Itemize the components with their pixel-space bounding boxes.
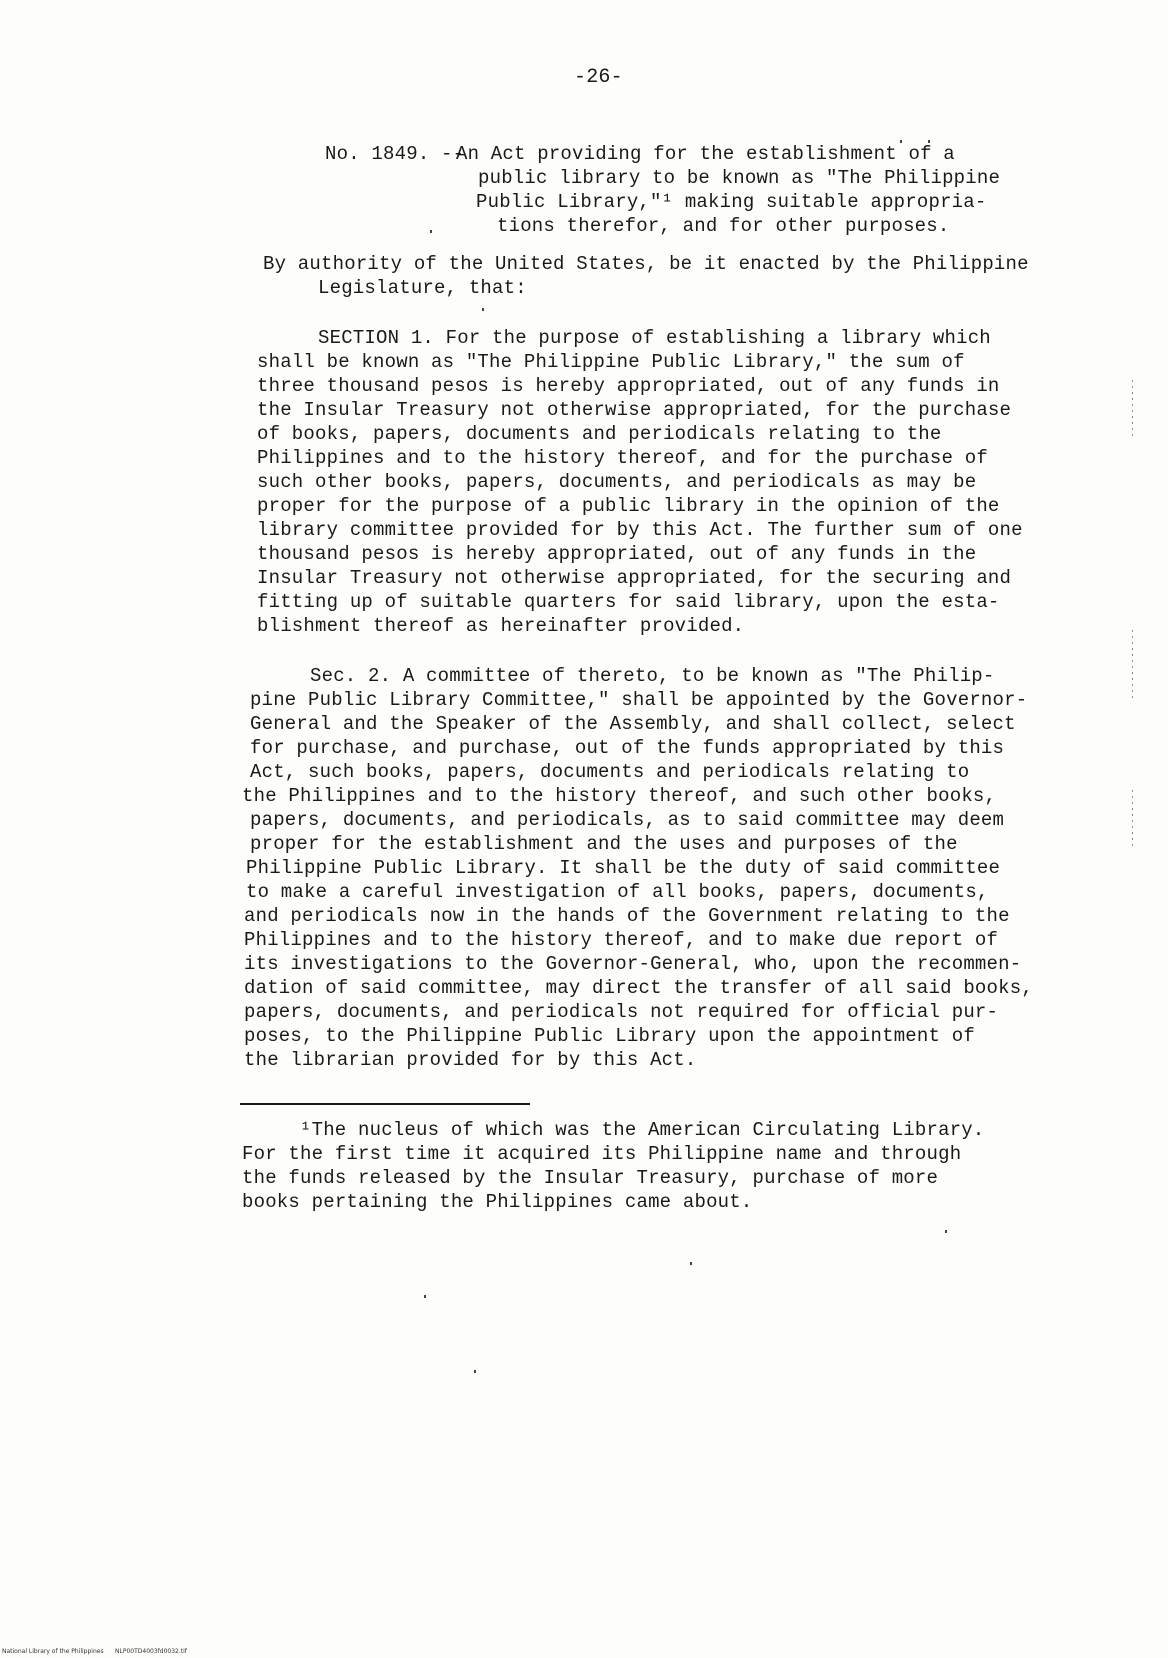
scan-speck <box>482 308 484 311</box>
scan-footer <box>2 1648 187 1655</box>
section-1-line: blishment thereof as hereinafter provided. <box>257 615 745 637</box>
footnote-divider <box>240 1103 530 1105</box>
act-title-line: An Act providing for the establishment of a <box>456 143 955 165</box>
scan-speck <box>900 140 902 143</box>
scan-speck <box>928 140 930 143</box>
footer-file: NLP00TD4003fd0032.tif <box>115 1648 187 1655</box>
section-1-line: three thousand pesos is hereby appropriated, out of any funds in <box>257 375 1000 397</box>
scan-speck <box>690 1262 692 1265</box>
section-2-line: its investigations to the Governor-General, who, upon the recommen- <box>244 953 1022 975</box>
section-2-line: papers, documents, and periodicals, as to said committee may deem <box>250 809 1005 831</box>
enacting-clause-line: Legislature, that: <box>318 277 527 299</box>
section-2-line: Philippines and to the history thereof, and to make due report of <box>244 929 999 951</box>
section-2-line: Sec. 2. A committee of thereto, to be known as "The Philip- <box>310 665 995 687</box>
margin-mark <box>1132 630 1133 700</box>
section-2-line: dation of said committee, may direct the transfer of all said books, <box>244 977 1033 999</box>
section-2-line: the librarian provided for by this Act. <box>244 1049 697 1071</box>
section-1-line: proper for the purpose of a public library in the opinion of the <box>257 495 1000 517</box>
page-number: -26- <box>574 66 623 89</box>
section-1-line: SECTION 1. For the purpose of establishing a library which <box>318 327 991 349</box>
section-1-line: fitting up of suitable quarters for said library, upon the esta- <box>257 591 1000 613</box>
section-1-line: Philippines and to the history thereof, and for the purchase of <box>257 447 988 469</box>
section-1-line: library committee provided for by this Act. The further sum of one <box>257 519 1023 541</box>
scan-speck <box>430 230 432 233</box>
section-2-line: proper for the establishment and the uses and purposes of the <box>250 833 958 855</box>
scan-speck <box>945 1230 947 1233</box>
footer-archive: National Library of the Philippines <box>2 1648 104 1655</box>
section-1-line: of books, papers, documents and periodicals relating to the <box>257 423 942 445</box>
section-1-line: shall be known as "The Philippine Public Library," the sum of <box>257 351 965 373</box>
section-2-line: and periodicals now in the hands of the Government relating to the <box>244 905 1010 927</box>
section-1-line: Insular Treasury not otherwise appropriated, for the securing and <box>257 567 1012 589</box>
section-1-line: thousand pesos is hereby appropriated, out of any funds in the <box>257 543 977 565</box>
section-2-line: papers, documents, and periodicals not required for official pur- <box>244 1001 999 1023</box>
margin-mark <box>1132 380 1133 440</box>
act-title-line: public library to be known as "The Philippine <box>478 167 1001 189</box>
section-2-line: General and the Speaker of the Assembly, and shall collect, select <box>250 713 1016 735</box>
margin-mark <box>1132 790 1133 850</box>
footnote-line: For the first time it acquired its Philippine name and through <box>242 1143 962 1165</box>
section-1-line: the Insular Treasury not otherwise appropriated, for the purchase <box>257 399 1012 421</box>
section-2-line: Act, such books, papers, documents and periodicals relating to <box>250 761 970 783</box>
section-2-line: pine Public Library Committee," shall be appointed by the Governor- <box>250 689 1028 711</box>
section-2-line: for purchase, and purchase, out of the funds appropriated by this <box>250 737 1005 759</box>
act-number: No. 1849. -- <box>325 143 465 165</box>
section-2-line: to make a careful investigation of all books, papers, documents, <box>246 881 989 903</box>
footnote-line: the funds released by the Insular Treasury, purchase of more <box>242 1167 939 1189</box>
section-2-line: the Philippines and to the history thereof, and such other books, <box>242 785 997 807</box>
scan-speck <box>474 1370 476 1373</box>
section-1-line: such other books, papers, documents, and periodicals as may be <box>257 471 977 493</box>
section-2-line: Philippine Public Library. It shall be the duty of said committee <box>246 857 1001 879</box>
footnote-line: ¹The nucleus of which was the American Circulating Library. <box>300 1119 985 1141</box>
scan-speck <box>424 1295 426 1298</box>
act-title-line: Public Library,"¹ making suitable appropria- <box>476 191 987 213</box>
enacting-clause-line: By authority of the United States, be it enacted by the Philippine <box>263 253 1029 275</box>
section-2-line: poses, to the Philippine Public Library upon the appointment of <box>244 1025 975 1047</box>
footnote-line: books pertaining the Philippines came about. <box>242 1191 753 1213</box>
act-title-line: tions therefor, and for other purposes. <box>497 215 950 237</box>
